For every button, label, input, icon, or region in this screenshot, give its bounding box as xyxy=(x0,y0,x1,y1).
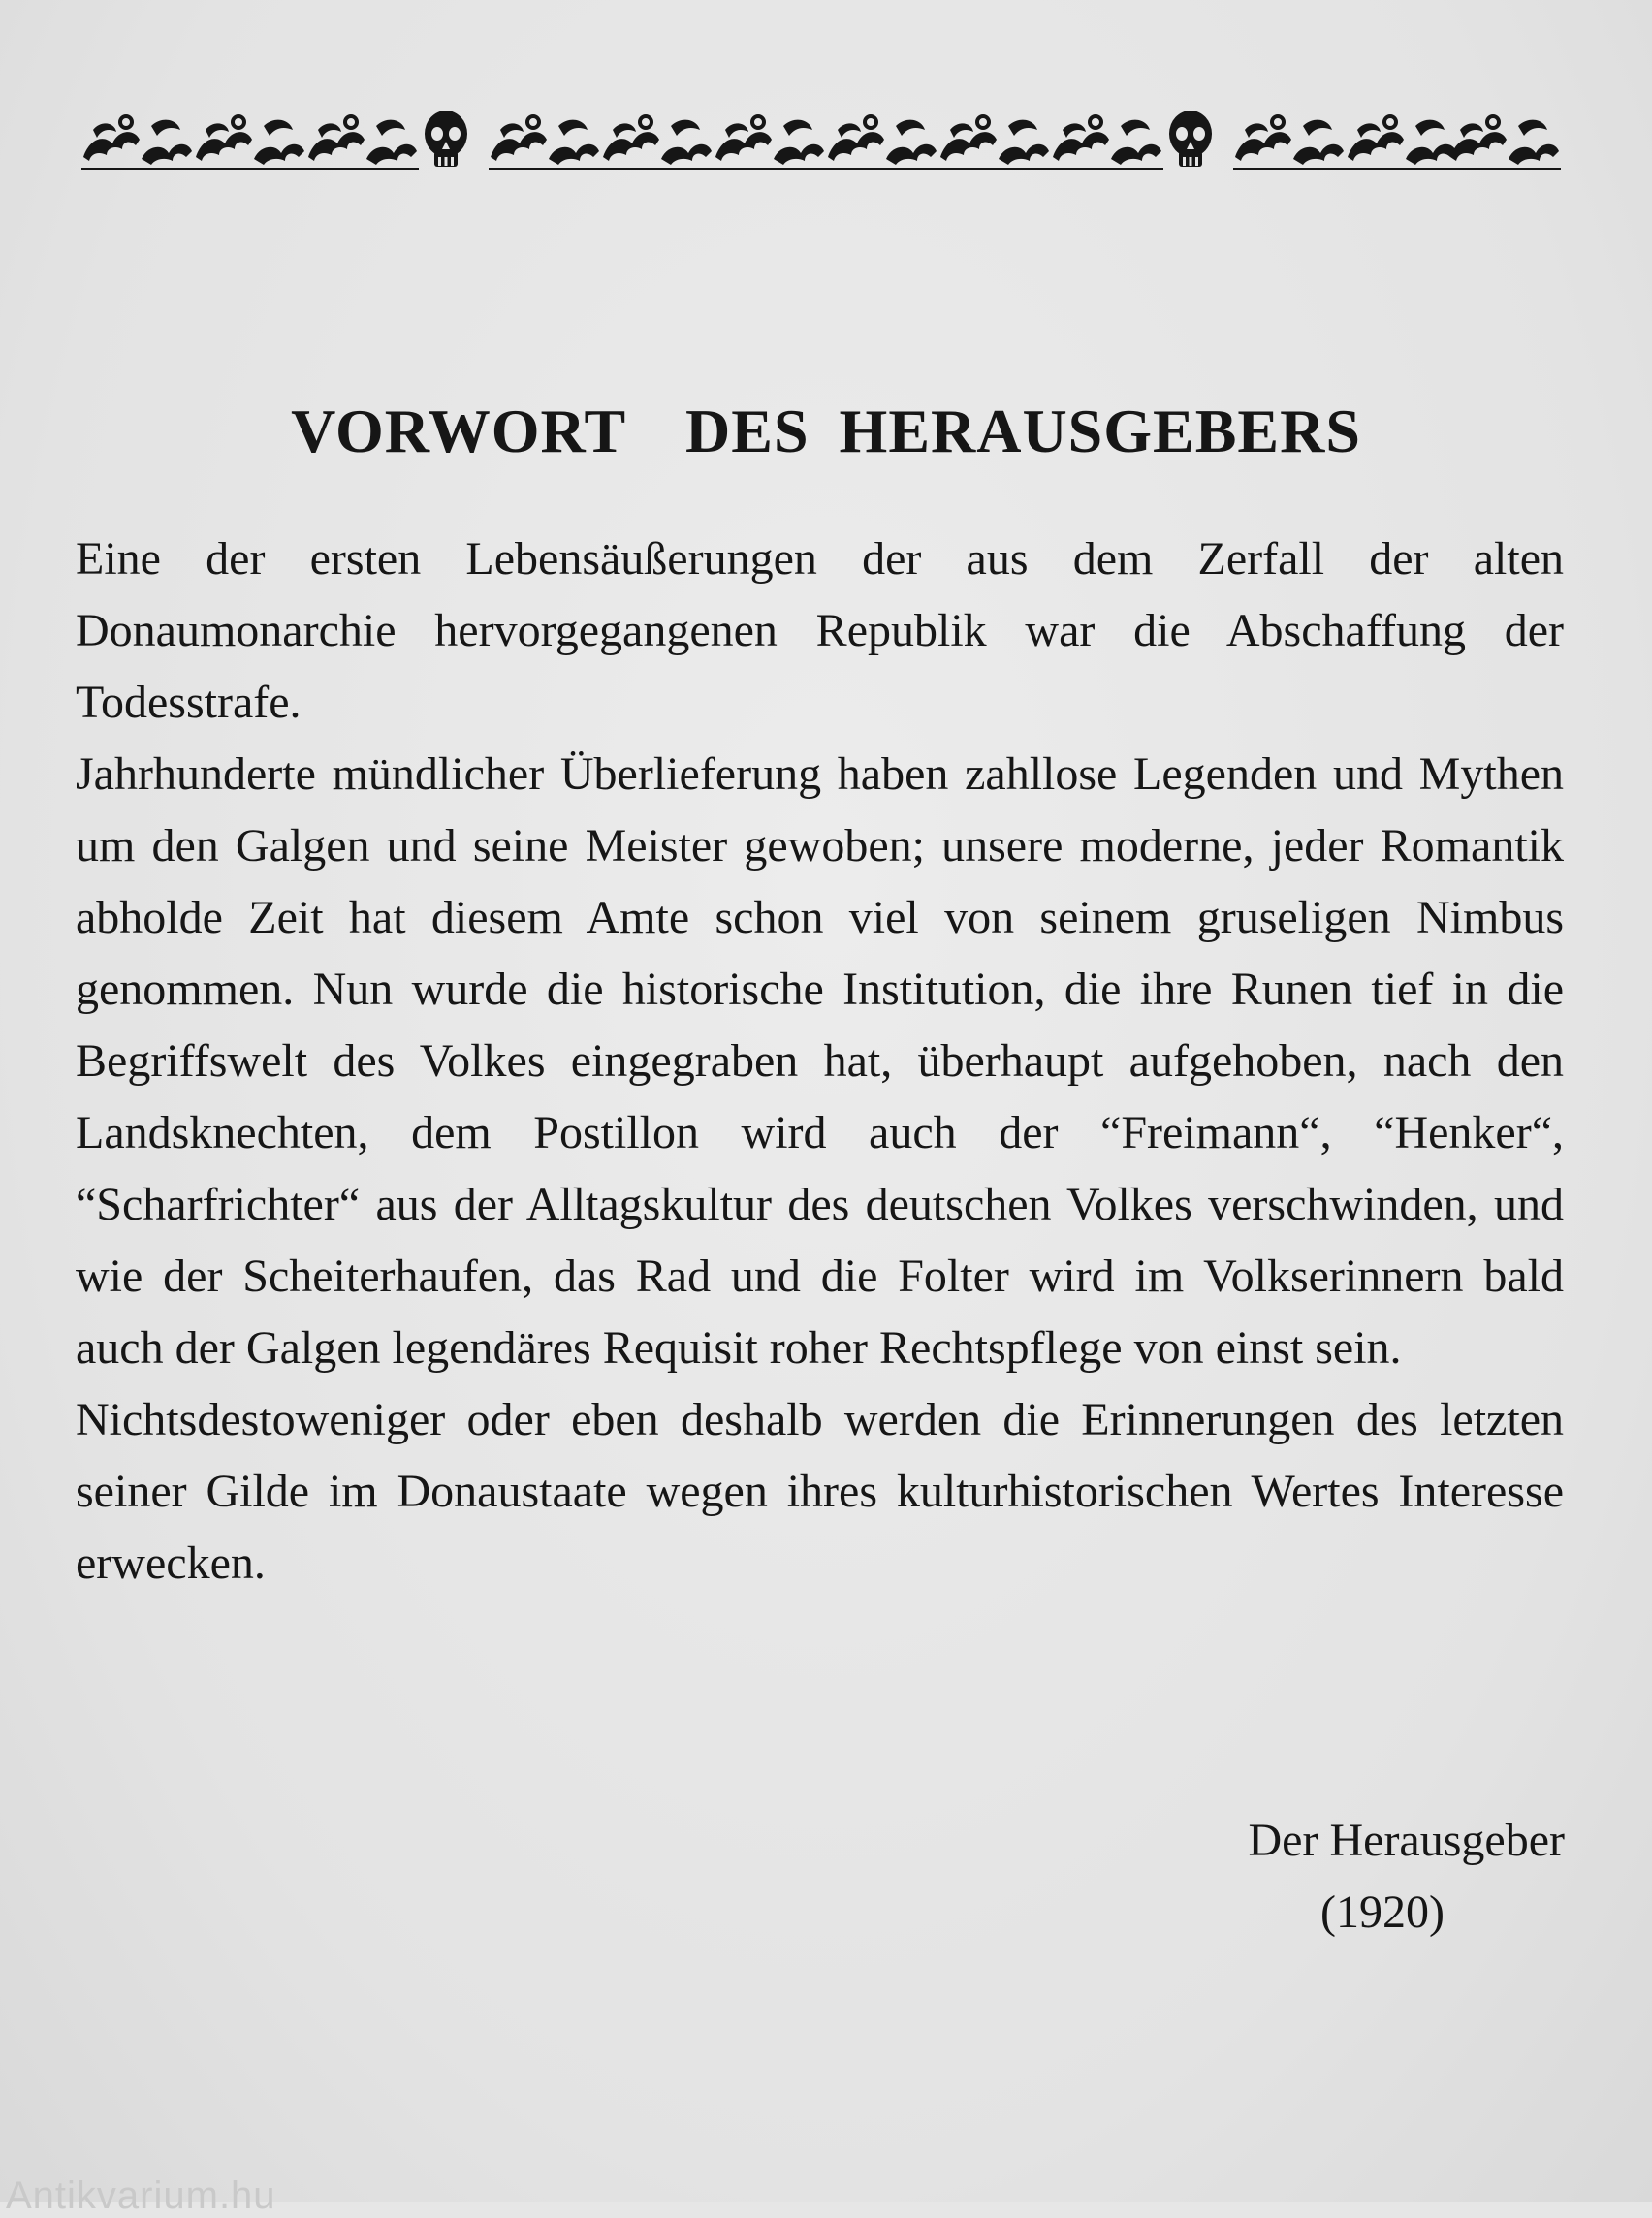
paragraph-1: Eine der ersten Lebensäußerungen der aus dem Zerfall der alten Donaumonarchie hervorgegangenen Republik war die Abschaffung der Todesstrafe. xyxy=(76,533,1564,728)
signature-block xyxy=(1249,1805,1565,1949)
paragraph-2: Jahrhunderte mündlicher Überlieferung haben zahllose Legenden und Mythen um den Galgen und seine Meister gewoben; unsere moderne, jeder Romantik abholde Zeit hat diesem Amte schon viel von seinem gruseligen Nimbus genommen. Nun wurde die historische Institution, die ihre Runen tief in die Begriffswelt des Volkes eingegraben hat, überhaupt aufgehoben, nach den Landsknechten, dem Postillon wird auch der “Freimann“, “Henker“, “Scharfrichter“ aus der Alltagskultur des deutschen Volkes verschwinden, und wie der Scheiterhaufen, das Rad und die Folter wird im Volkserinnern bald auch der Galgen legendäres Requisit roher Rechtspflege von einst sein. xyxy=(76,748,1564,1374)
foreword-body xyxy=(76,523,1564,1600)
page-title: VORWORT DES HERAUSGEBERS xyxy=(291,396,1361,465)
signature-name: Der Herausgeber xyxy=(1248,1815,1565,1866)
watermark: Antikvarium.hu xyxy=(6,2174,276,2217)
paragraph-3: Nichtsdestoweniger oder eben deshalb werden die Erinnerungen des letzten seiner Gilde im Donaustaate wegen ihres kulturhistorischen Wertes Interesse erwecken. xyxy=(76,1394,1564,1589)
ornament-border-icon xyxy=(79,97,1563,174)
signature-year: (1920) xyxy=(1320,1886,1445,1938)
